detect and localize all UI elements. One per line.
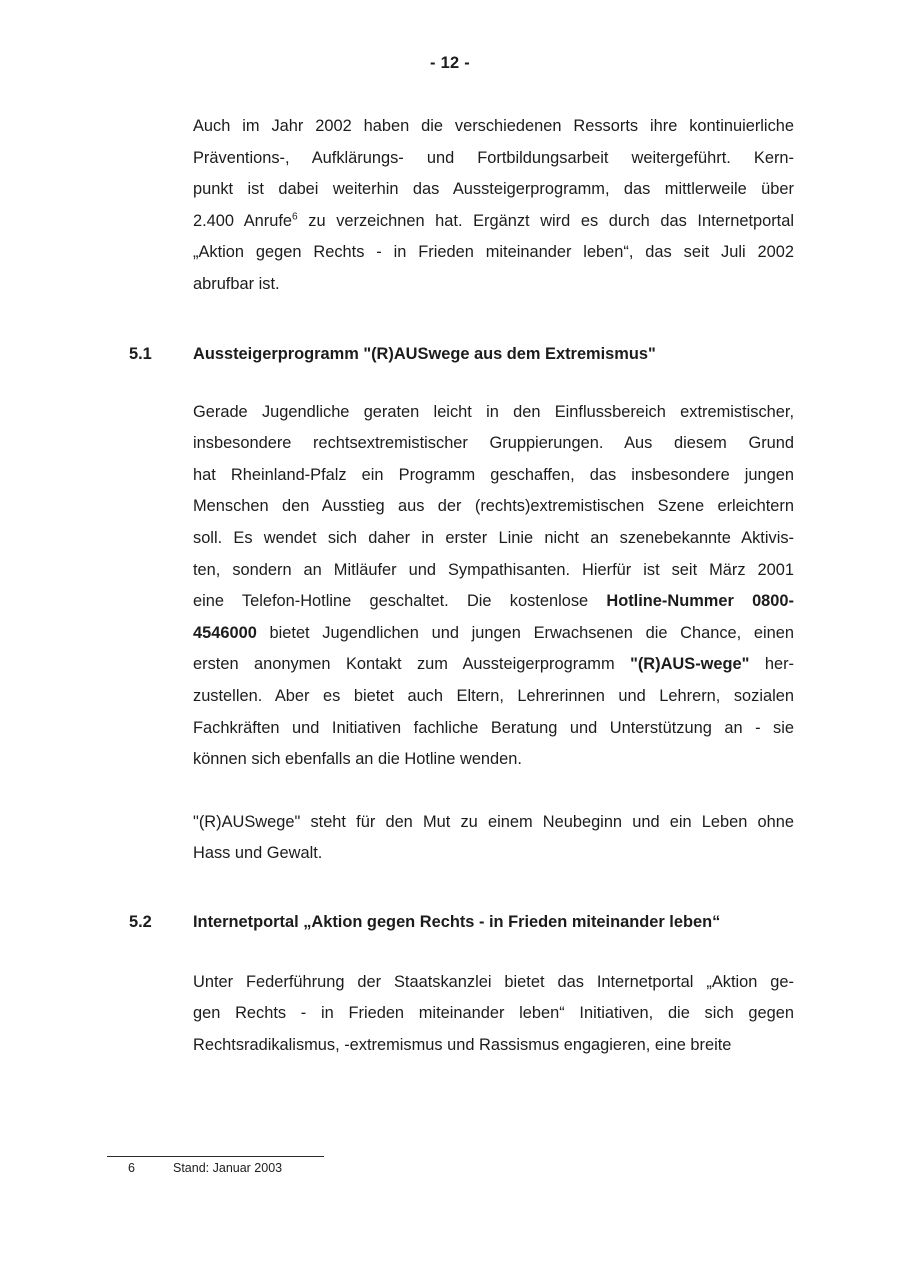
text-line: insbesondere rechtsextremistischer Gruppierungen. Aus diesem Grund bbox=[193, 434, 794, 453]
text-line: punkt ist dabei weiterhin das Aussteigerprogramm, das mittlerweile über bbox=[193, 180, 794, 199]
page-number: - 12 - bbox=[429, 54, 471, 72]
text-line: Rechtsradikalismus, -extremismus und Rassismus engagieren, eine breite bbox=[193, 1036, 732, 1055]
paragraph-internetportal bbox=[193, 967, 794, 1062]
text-line: "(R)AUSwege" steht für den Mut zu einem Neubeginn und ein Leben ohne bbox=[193, 812, 794, 831]
text-line: Auch im Jahr 2002 haben die verschiedenen Ressorts ihre kontinuierliche bbox=[193, 117, 794, 135]
text-line: Fachkräften und Initiativen fachliche Beratung und Unterstützung an - sie bbox=[193, 718, 794, 737]
section-heading-5-1 bbox=[129, 344, 794, 364]
paragraph-rauswege-motto bbox=[193, 807, 794, 870]
text-line: gen Rechts - in Frieden miteinander leben“ Initiativen, die sich gegen bbox=[193, 1004, 794, 1023]
footnote bbox=[107, 1156, 324, 1176]
section-title: Internetportal „Aktion gegen Rechts - in Frieden miteinander leben“ bbox=[193, 912, 721, 931]
text-line: Gerade Jugendliche geraten leicht in den Einflussbereich extremistischer, bbox=[193, 402, 794, 421]
text-line: eine Telefon-Hotline geschaltet. Die kostenlose Hotline-Nummer 0800- bbox=[193, 592, 794, 611]
section-number: 5.1 bbox=[129, 344, 152, 363]
text-line: 4546000 bietet Jugendlichen und jungen Erwachsenen die Chance, einen bbox=[193, 623, 794, 642]
text-line: Menschen den Ausstieg aus der (rechts)extremistischen Szene erleichtern bbox=[193, 497, 794, 516]
text-line: Präventions-, Aufklärungs- und Fortbildungsarbeit weitergeführt. Kern- bbox=[193, 148, 794, 167]
text-line: können sich ebenfalls an die Hotline wenden. bbox=[193, 750, 522, 769]
text-line: zustellen. Aber es bietet auch Eltern, Lehrerinnen und Lehrern, sozialen bbox=[193, 686, 794, 705]
section-heading-5-2 bbox=[129, 912, 794, 932]
text-column bbox=[129, 111, 795, 1062]
text-line: ten, sondern an Mitläufer und Sympathisanten. Hierfür ist seit März 2001 bbox=[193, 560, 794, 579]
section-number: 5.2 bbox=[129, 912, 152, 931]
text-line: hat Rheinland-Pfalz ein Programm geschaffen, das insbesondere jungen bbox=[193, 465, 794, 484]
footnote-divider bbox=[107, 1156, 324, 1157]
text-line: Unter Federführung der Staatskanzlei bietet das Internetportal „Aktion ge- bbox=[193, 972, 794, 991]
footnote-text: Stand: Januar 2003 bbox=[173, 1161, 283, 1175]
text-line: soll. Es wendet sich daher in erster Linie nicht an szenebekannte Aktivis- bbox=[193, 528, 794, 547]
text-line: Hass und Gewalt. bbox=[193, 844, 323, 863]
section-title: Aussteigerprogramm "(R)AUSwege aus dem Extremismus" bbox=[193, 344, 656, 363]
paragraph-intro bbox=[193, 111, 794, 301]
text-line: ersten anonymen Kontakt zum Aussteigerprogramm "(R)AUS-wege" her- bbox=[193, 655, 795, 674]
text-line: abrufbar ist. bbox=[193, 274, 280, 293]
paragraph-aussteigerprogramm bbox=[193, 397, 794, 776]
text-line: „Aktion gegen Rechts - in Frieden miteinander leben“, das seit Juli 2002 bbox=[193, 243, 794, 262]
footnote-entry bbox=[107, 1161, 324, 1176]
footnote-marker: 6 bbox=[128, 1161, 135, 1175]
text-line: 2.400 Anrufe$^6$ zu verzeichnen hat. Ergänzt wird es durch das Internetportal bbox=[193, 211, 794, 230]
